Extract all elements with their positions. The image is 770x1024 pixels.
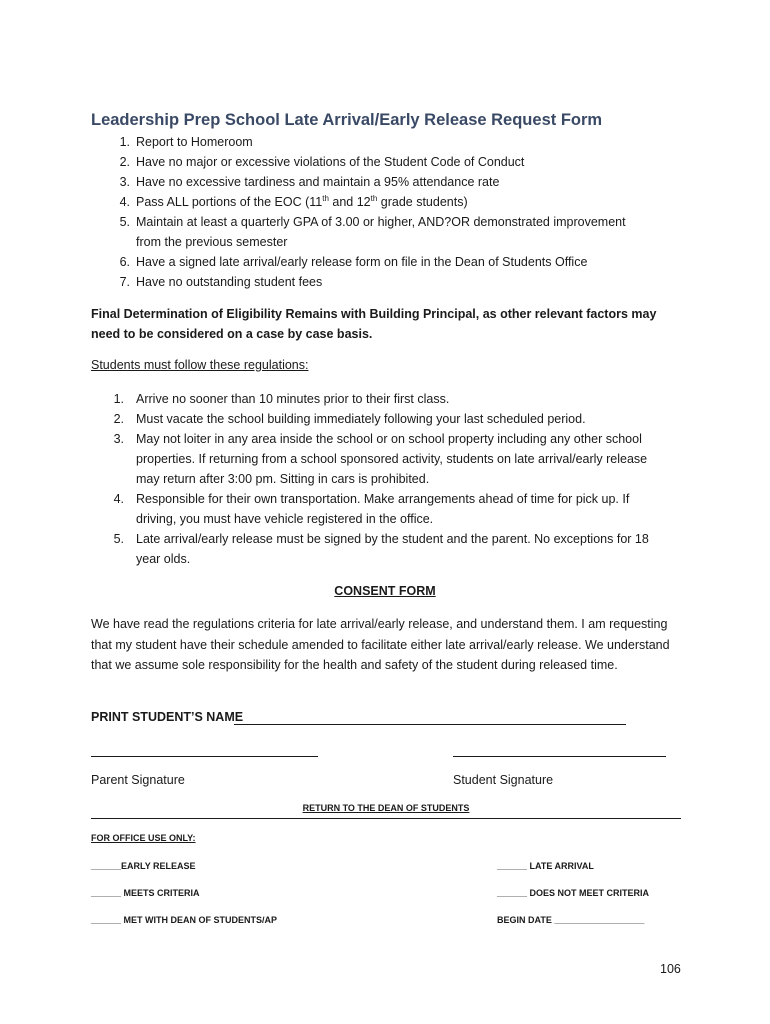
- regulations-heading: Students must follow these regulations:: [91, 358, 309, 372]
- final-determination-note: Final Determination of Eligibility Remains with Building Principal, as other relevant factors may need to be considered on a case by case basis.: [91, 307, 657, 341]
- student-signature-label: Student Signature: [453, 773, 554, 787]
- return-to-dean-label: RETURN TO THE DEAN OF STUDENTS: [302, 803, 470, 813]
- list-item: 1. Report to Homeroom: [119, 135, 253, 149]
- list-item: 6. Have a signed late arrival/early release form on file in the Dean of Students Office: [119, 255, 588, 269]
- print-student-name-label: PRINT STUDENT’S NAME: [91, 710, 244, 724]
- list-item: 3. Have no excessive tardiness and maintain a 95% attendance rate: [119, 175, 500, 189]
- regulations-list: [112, 389, 672, 569]
- list-item: 4. Responsible for their own transportation. Make arrangements ahead of time for pick up. If driving, you must have vehicle registered in the office.: [113, 492, 630, 526]
- met-with-dean-field[interactable]: ______ MET WITH DEAN OF STUDENTS/AP: [91, 915, 278, 925]
- requirements-list: [119, 132, 696, 292]
- list-item: 2. Must vacate the school building immediately following your last scheduled period.: [113, 412, 586, 426]
- list-item: 4. Pass ALL portions of the EOC (11th and 12th grade students): [119, 193, 468, 209]
- list-item: 2. Have no major or excessive violations of the Student Code of Conduct: [119, 155, 525, 169]
- student-name-field[interactable]: [234, 710, 626, 725]
- list-item: 7. Have no outstanding student fees: [119, 275, 323, 289]
- parent-signature-label: Parent Signature: [91, 773, 185, 787]
- late-arrival-field[interactable]: ______ LATE ARRIVAL: [497, 861, 594, 871]
- consent-form-title: CONSENT FORM: [334, 584, 436, 598]
- early-release-field[interactable]: ______EARLY RELEASE: [91, 861, 196, 871]
- consent-paragraph: We have read the regulations criteria for late arrival/early release, and understand them. I am requesting that my student have their schedule amended to facilitate either late arrival/early release. We understand that we assume sole responsibility for the health and safety of the student during released time.: [91, 617, 670, 672]
- student-signature-field[interactable]: [453, 742, 666, 757]
- list-item: 5. Late arrival/early release must be signed by the student and the parent. No exceptions for 18 year olds.: [113, 532, 649, 566]
- list-item: 3. May not loiter in any area inside the school or on school property including any other school properties. If returning from a school sponsored activity, students on late arrival/early release may return after 3:00 pm. Sitting in cars is prohibited.: [113, 432, 648, 486]
- list-item: 1. Arrive no sooner than 10 minutes prior to their first class.: [113, 392, 450, 406]
- begin-date-field[interactable]: BEGIN DATE __________________: [497, 915, 645, 925]
- form-title: Leadership Prep School Late Arrival/Early Release Request Form: [91, 111, 603, 129]
- meets-criteria-field[interactable]: ______ MEETS CRITERIA: [91, 888, 200, 898]
- list-item: 5. Maintain at least a quarterly GPA of 3.00 or higher, AND?OR demonstrated improvement from the previous semester: [119, 215, 626, 249]
- parent-signature-field[interactable]: [91, 742, 318, 757]
- page-number: 106: [660, 962, 681, 976]
- office-use-title: FOR OFFICE USE ONLY:: [91, 833, 196, 843]
- does-not-meet-criteria-field[interactable]: ______ DOES NOT MEET CRITERIA: [497, 888, 650, 898]
